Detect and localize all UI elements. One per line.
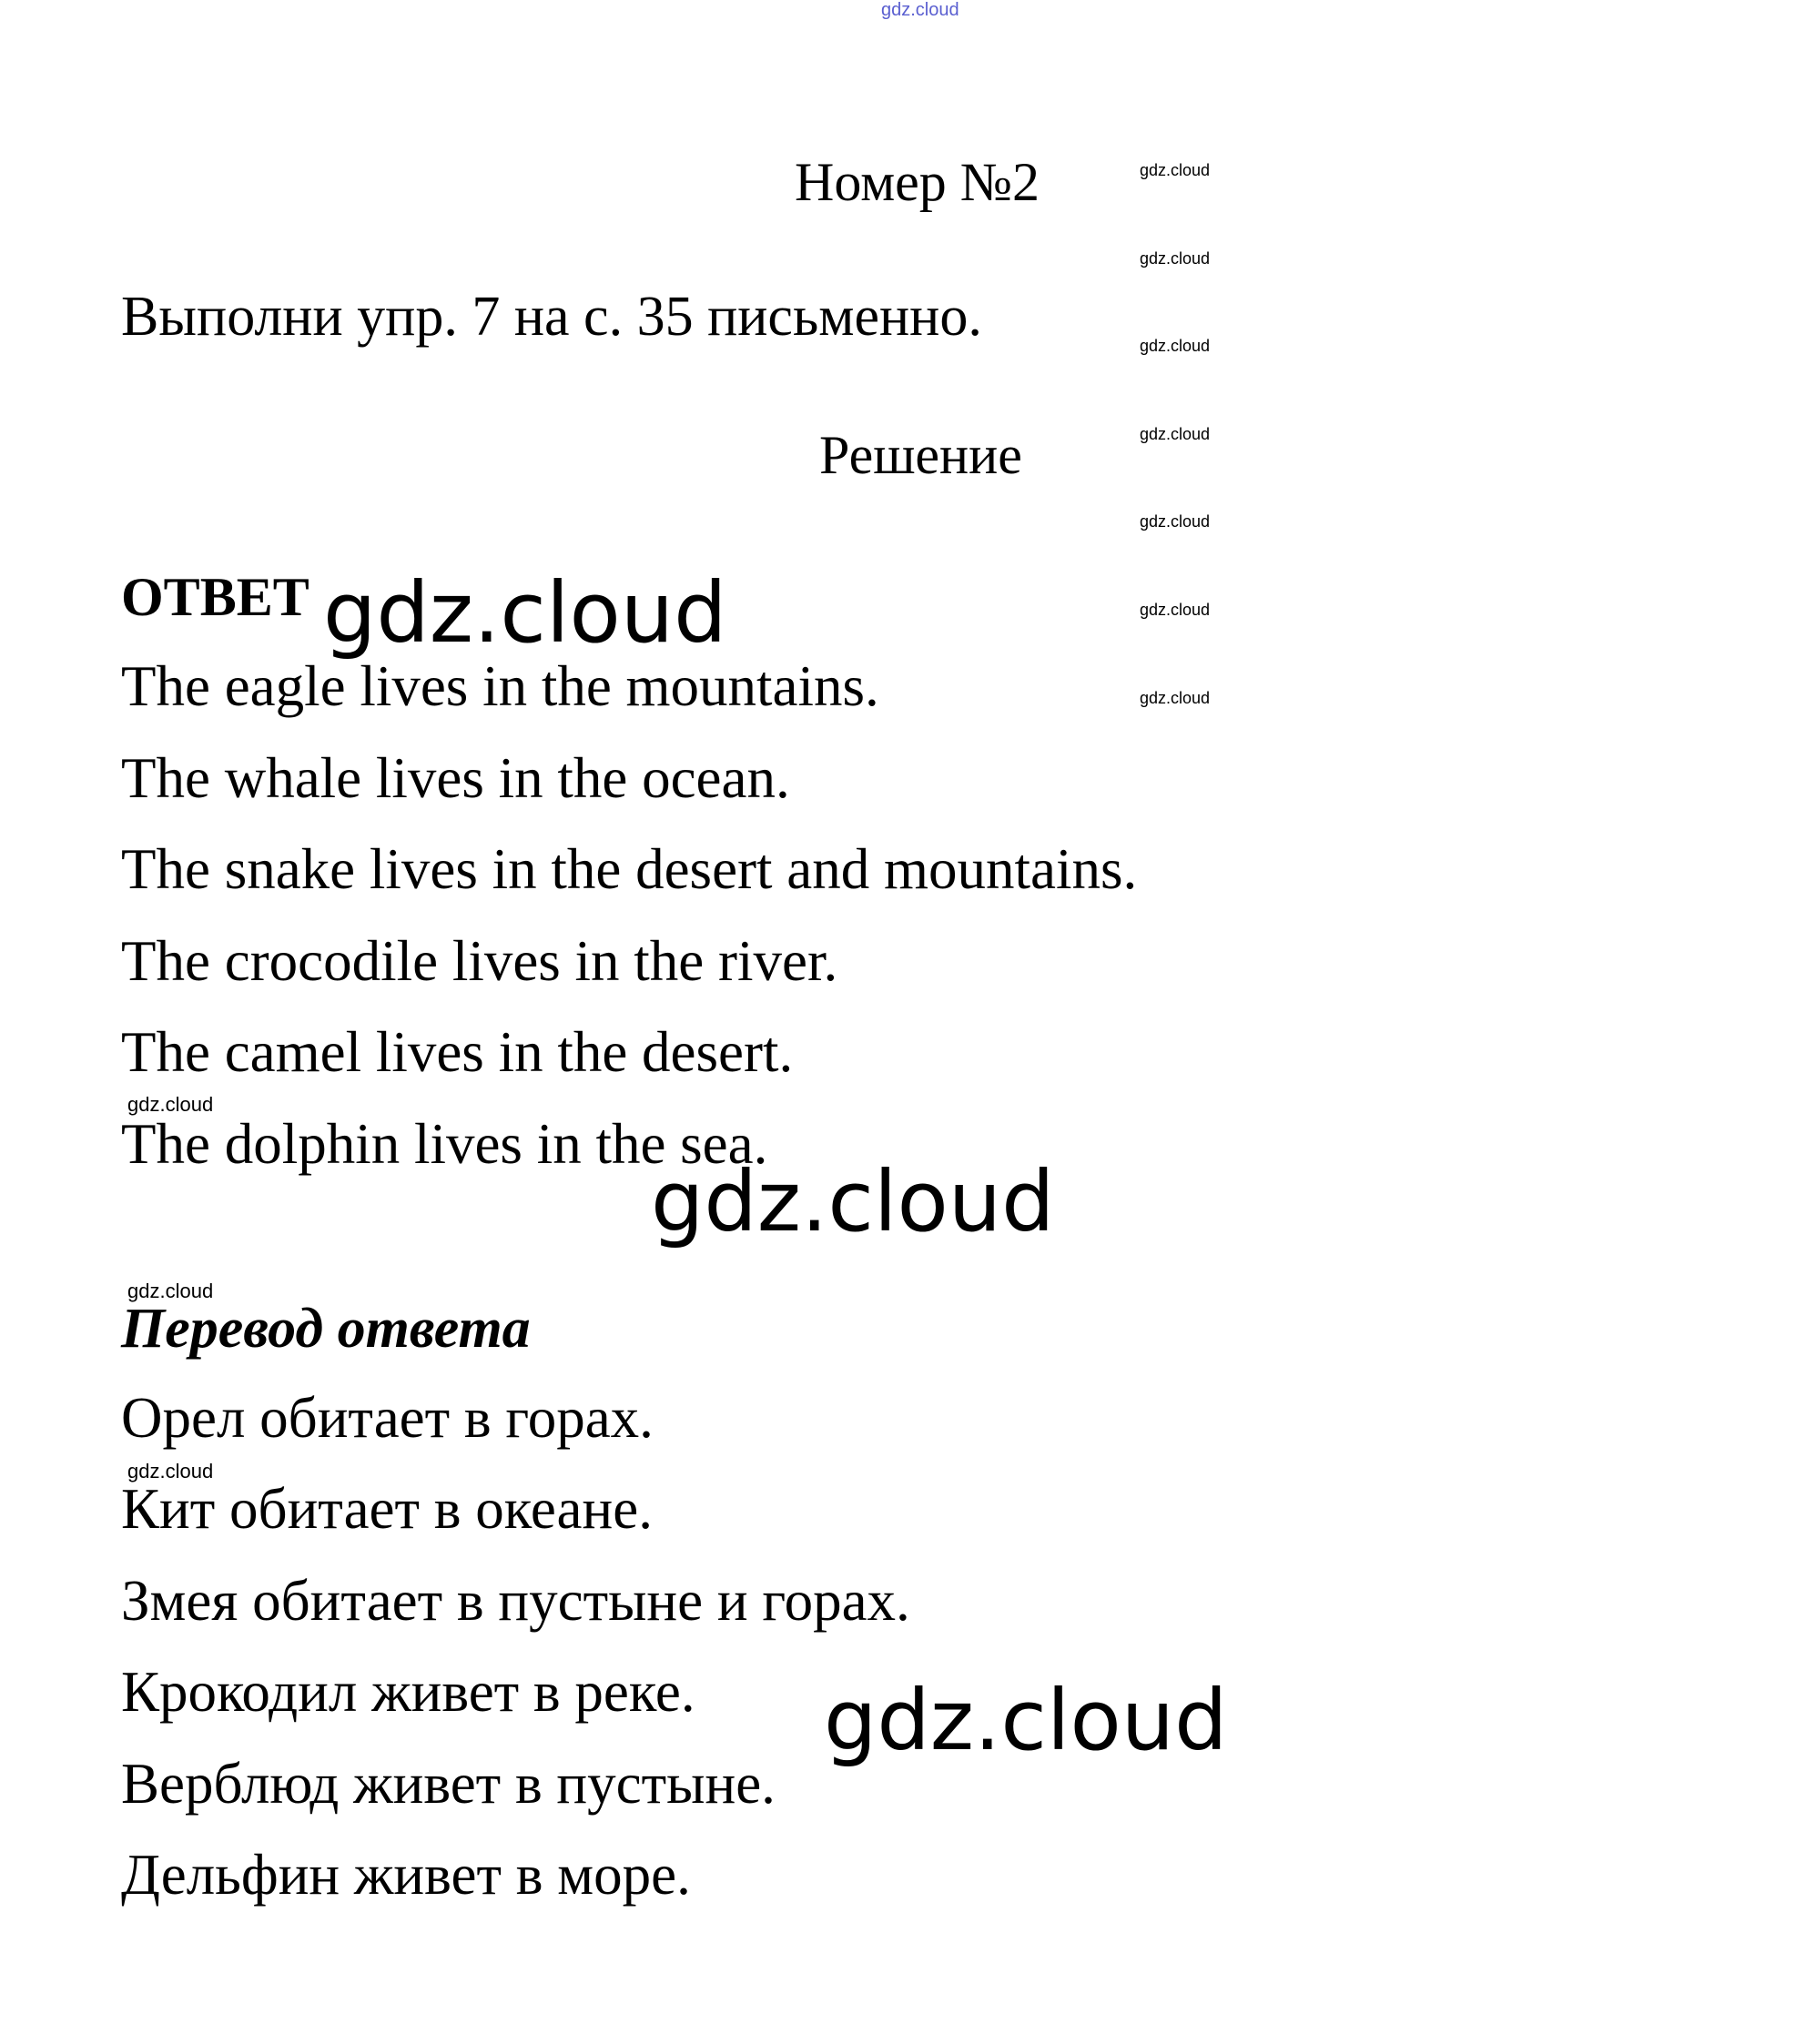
watermark-side: gdz.cloud <box>1140 512 1211 531</box>
watermark-left: gdz.cloud <box>127 1280 214 1302</box>
solution-heading: Решение <box>819 425 1022 485</box>
translation-line: Крокодил живет в реке. <box>121 1660 695 1724</box>
watermark-side: gdz.cloud <box>1140 337 1211 355</box>
answer-line: The whale lives in the ocean. <box>121 746 790 810</box>
task-text: Выполни упр. 7 на с. 35 письменно. <box>121 286 982 348</box>
answer-line: The camel lives in the desert. <box>121 1020 794 1084</box>
watermark-side: gdz.cloud <box>1140 249 1211 268</box>
page-title: Номер №2 <box>795 152 1040 212</box>
watermark-left: gdz.cloud <box>127 1460 214 1482</box>
watermark-big: gdz.cloud <box>651 1153 1055 1250</box>
watermark-big: gdz.cloud <box>824 1672 1228 1769</box>
watermark-side: gdz.cloud <box>1140 161 1211 179</box>
translation-heading: Перевод ответа <box>121 1298 531 1360</box>
answer-line: The snake lives in the desert and mountains. <box>121 837 1138 901</box>
answer-line: The eagle lives in the mountains. <box>121 654 879 718</box>
watermark-top: gdz.cloud <box>881 0 959 20</box>
translation-line: Дельфин живет в море. <box>121 1843 691 1907</box>
watermark-big: gdz.cloud <box>323 564 727 662</box>
translation-line: Орел обитает в горах. <box>121 1386 654 1450</box>
translation-line: Змея обитает в пустыне и горах. <box>121 1569 910 1633</box>
watermark-side: gdz.cloud <box>1140 601 1211 619</box>
answer-heading: ОТВЕТ <box>121 567 309 627</box>
translation-line: Верблюд живет в пустыне. <box>121 1752 776 1816</box>
answer-line: The crocodile lives in the river. <box>121 929 838 993</box>
watermark-left: gdz.cloud <box>127 1093 214 1116</box>
watermark-side: gdz.cloud <box>1140 425 1211 443</box>
translation-line: Кит обитает в океане. <box>121 1477 653 1541</box>
answer-line: The dolphin lives in the sea. <box>121 1112 768 1176</box>
watermark-side: gdz.cloud <box>1140 689 1211 707</box>
